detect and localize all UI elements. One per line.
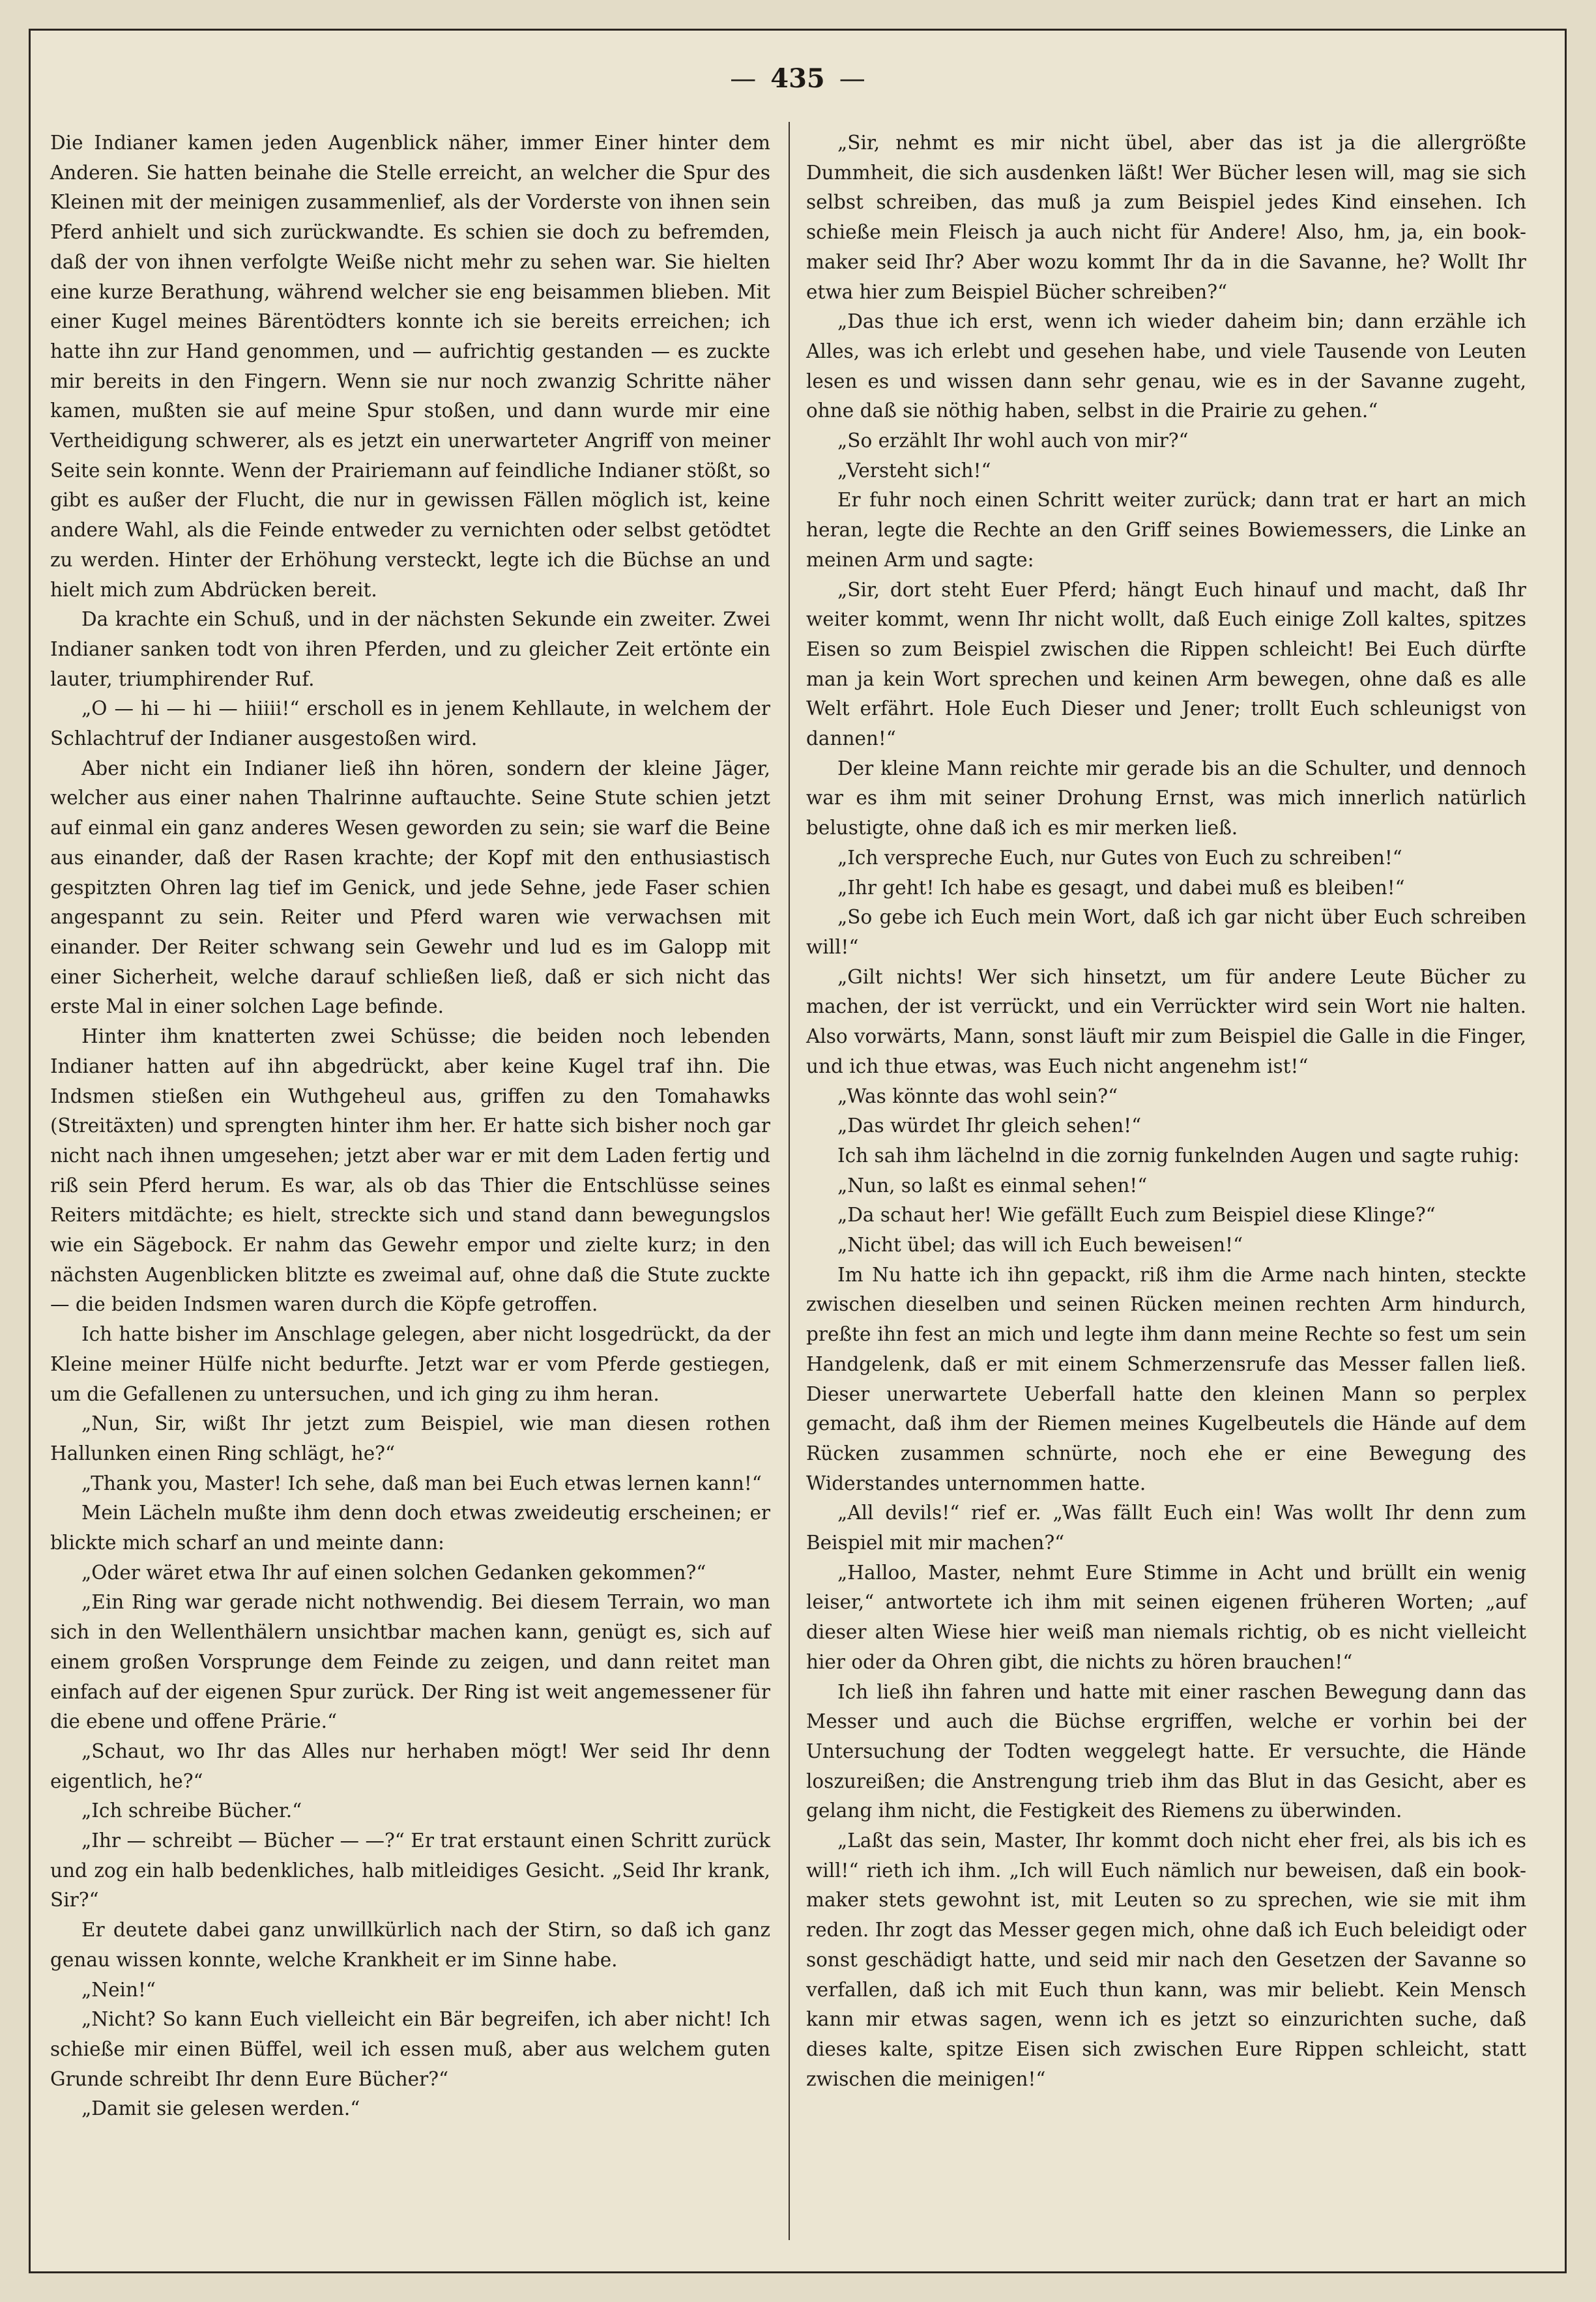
paragraph: Ich ließ ihn fahren und hatte mit einer raschen Bewegung dann das Messer und auch die Büchse ergriffen, welche er vorhin bei der Untersuchung der Todten weggelegt hatte. Er versuchte, die Hände loszureißen; die Anstrengung trieb ihm das Blut in das Gesicht, aber es gelang ihm nicht, die Festigkeit des Riemens zu überwinden.	[806, 1680, 1526, 1822]
paragraph: „Das thue ich erst, wenn ich wieder daheim bin; dann erzähle ich Alles, was ich erlebt und gesehen habe, und viele Tausende von Leuten lesen es und wissen dann sehr genau, wie es in der Savanne zugeht, ohne daß sie nöthig haben, selbst in die Prairie zu gehen.“	[806, 310, 1526, 422]
paragraph: „Das würdet Ihr gleich sehen!“	[837, 1115, 1142, 1137]
paragraph: „All devils!“ rief er. „Was fällt Euch ein! Was wollt Ihr denn zum Beispiel mit mir machen?“	[806, 1502, 1526, 1554]
paragraph: Ich hatte bisher im Anschlage gelegen, aber nicht losgedrückt, da der Kleine meiner Hülfe nicht bedurfte. Jetzt war er vom Pferde gestiegen, um die Gefallenen zu untersuchen, und ich ging zu ihm heran.	[50, 1323, 770, 1405]
header-dash-right: —	[839, 64, 865, 94]
paragraph: „So erzählt Ihr wohl auch von mir?“	[837, 430, 1189, 452]
paragraph: „Nicht übel; das will ich Euch beweisen!“	[837, 1234, 1243, 1257]
header-dash-left: —	[730, 64, 757, 94]
paragraph: Da krachte ein Schuß, und in der nächsten Sekunde ein zweiter. Zwei Indianer sanken todt von ihren Pferden, und zu gleicher Zeit ertönte ein lauter, triumphirender Ruf.	[50, 608, 770, 690]
paragraph: Aber nicht ein Indianer ließ ihn hören, sondern der kleine Jäger, welcher aus einer nahen Thalrinne auftauchte. Seine Stute schien jetzt auf einmal ein ganz anderes Wesen geworden zu sein; sie warf die Beine aus einander, daß der Rasen krachte; der Kopf mit den enthusiastisch gespitzten Ohren lag tief im Genick, und jede Sehne, jede Faser schien angespannt zu sein. Reiter und Pferd waren wie verwachsen mit einander. Der Reiter schwang sein Gewehr und lud es im Galopp mit einer Sicherheit, welche darauf schließen ließ, daß er sich nicht das erste Mal in einer solchen Lage befinde.	[50, 757, 770, 1018]
newspaper-page	[29, 29, 1567, 2273]
paragraph: „Ich schreibe Bücher.“	[81, 1799, 302, 1822]
paragraph: Der kleine Mann reichte mir gerade bis an die Schulter, und dennoch war es ihm mit seiner Drohung Ernst, was mich innerlich natürlich belustigte, ohne daß ich es mir merken ließ.	[806, 757, 1526, 839]
paragraph: „Oder wäret etwa Ihr auf einen solchen Gedanken gekommen?“	[81, 1561, 706, 1584]
paragraph: „So gebe ich Euch mein Wort, daß ich gar nicht über Euch schreiben will!“	[806, 906, 1526, 958]
paragraph: „Ich verspreche Euch, nur Gutes von Euch zu schreiben!“	[837, 846, 1402, 869]
page-header	[31, 63, 1565, 94]
paragraph: Hinter ihm knatterten zwei Schüsse; die beiden noch lebenden Indianer hatten auf ihn abgedrückt, aber keine Kugel traf ihn. Die Indsmen stießen ein Wuthgeheul aus, griffen zu den Tomahawks (Streitäxten) und sprengten hinter ihm her. Er hatte sich bisher noch gar nicht nach ihnen umgesehen; jetzt aber war er mit dem Laden fertig und riß sein Pferd herum. Es war, als ob das Thier die Entschlüsse seines Reiters mitdächte; es hielt, streckte sich und stand dann bewegungslos wie ein Sägebock. Er nahm das Gewehr empor und zielte kurz; in den nächsten Augenblicken blitzte es zweimal auf, ohne daß die Stute zuckte — die beiden Indsmen waren durch die Köpfe getroffen.	[50, 1025, 770, 1316]
paragraph: „Ihr geht! Ich habe es gesagt, und dabei muß es bleiben!“	[837, 876, 1405, 899]
column-divider	[789, 122, 790, 2240]
paragraph: „Ein Ring war gerade nicht nothwendig. Bei diesem Terrain, wo man sich in den Wellenthälern unsichtbar machen kann, genügt es, sich auf einem großen Vorsprunge dem Feinde zu zeigen, und dann reitet man einfach auf der eigenen Spur zurück. Der Ring ist weit angemessener für die ebene und offene Prärie.“	[50, 1591, 770, 1733]
paragraph: „Nein!“	[81, 1978, 156, 2001]
paragraph: „Nun, Sir, wißt Ihr jetzt zum Beispiel, wie man diesen rothen Hallunken einen Ring schlägt, he?“	[50, 1412, 770, 1464]
page-number: 435	[770, 63, 825, 94]
paragraph: „Nicht? So kann Euch vielleicht ein Bär begreifen, ich aber nicht! Ich schieße mir einen Büffel, weil ich essen muß, aber aus welchem guten Grunde schreibt Ihr denn Eure Bücher?“	[50, 2008, 770, 2090]
paragraph: „O — hi — hi — hiiii!“ erscholl es in jenem Kehllaute, in welchem der Schlachtruf der Indianer ausgestoßen wird.	[50, 697, 770, 750]
paragraph: „Sir, nehmt es mir nicht übel, aber das ist ja die allergrößte Dummheit, die sich ausdenken läßt! Wer Bücher lesen will, mag sie sich selbst schreiben, das muß ja zum Beispiel jedes Kind einsehen. Ich schieße mein Fleisch ja auch nicht für Andere! Also, hm, ja, ein book-maker seid Ihr? Aber wozu kommt Ihr da in die Savanne, he? Wollt Ihr etwa hier zum Beispiel Bücher schreiben?“	[806, 132, 1526, 303]
paragraph: „Laßt das sein, Master, Ihr kommt doch nicht eher frei, als bis ich es will!“ rieth ich ihm. „Ich will Euch nämlich nur beweisen, daß ein book-maker stets gewohnt ist, mit Leuten so zu sprechen, wie sie mit ihm reden. Ihr zogt das Messer gegen mich, ohne daß ich Euch beleidigt oder sonst geschädigt hatte, und seid mir nach den Gesetzen der Savanne so verfallen, daß ich mit Euch thun kann, was mir beliebt. Kein Mensch kann mir etwas sagen, wenn ich es jetzt so einzurichten suche, daß dieses kalte, spitze Eisen sich zwischen Eure Rippen schleicht, statt zwischen die meinigen!“	[806, 1829, 1526, 2090]
paragraph: Er fuhr noch einen Schritt weiter zurück; dann trat er hart an mich heran, legte die Rechte an den Griff seines Bowiemessers, die Linke an meinen Arm und sagte:	[806, 489, 1526, 571]
right-column	[806, 128, 1526, 2094]
paragraph: „Versteht sich!“	[837, 459, 991, 482]
paragraph: „Nun, so laßt es einmal sehen!“	[837, 1174, 1148, 1197]
paragraph: „Sir, dort steht Euer Pferd; hängt Euch hinauf und macht, daß Ihr weiter kommt, wenn Ihr nicht wollt, daß Euch einige Zoll kaltes, spitzes Eisen so zum Beispiel zwischen die Rippen schleicht! Bei Euch dürfte man ja kein Wort sprechen und keinen Arm bewegen, ohne daß es alle Welt erfährt. Hole Euch Dieser und Jener; trollt Euch schleunigst von dannen!“	[806, 578, 1526, 750]
paragraph: Die Indianer kamen jeden Augenblick näher, immer Einer hinter dem Anderen. Sie hatten beinahe die Stelle erreicht, an welcher die Spur des Kleinen mit der meinigen zusammenlief, als der Vorderste von ihnen sein Pferd anhielt und sich zurückwandte. Es schien sie doch zu befremden, daß der von ihnen verfolgte Weiße nicht mehr zu sehen war. Sie hielten eine kurze Berathung, während welcher sie eng beisammen blieben. Mit einer Kugel meines Bärentödters konnte ich sie bereits erreichen; ich hatte ihn zur Hand genommen, und — aufrichtig gestanden — es zuckte mir bereits in den Fingern. Wenn sie nur noch zwanzig Schritte näher kamen, mußten sie auf meine Spur stoßen, und dann wurde mir eine Vertheidigung schwerer, als es jetzt ein unerwarteter Angriff von meiner Seite sein konnte. Wenn der Prairiemann auf feindliche Indianer stößt, so gibt es außer der Flucht, die nur in gewissen Fällen möglich ist, keine andere Wahl, als die Feinde entweder zu vernichten oder selbst getödtet zu werden. Hinter der Erhöhung versteckt, legte ich die Büchse an und hielt mich zum Abdrücken bereit.	[50, 132, 770, 601]
paragraph: „Thank you, Master! Ich sehe, daß man bei Euch etwas lernen kann!“	[81, 1472, 762, 1494]
paragraph: „Ihr — schreibt — Bücher — —?“ Er trat erstaunt einen Schritt zurück und zog ein halb bedenkliches, halb mitleidiges Gesicht. „Seid Ihr krank, Sir?“	[50, 1829, 770, 1912]
paragraph: „Was könnte das wohl sein?“	[837, 1085, 1118, 1107]
paragraph: „Damit sie gelesen werden.“	[81, 2097, 360, 2120]
paragraph: Im Nu hatte ich ihn gepackt, riß ihm die Arme nach hinten, steckte zwischen dieselben und seinen Rücken meinen rechten Arm hindurch, preßte ihn fest an mich und legte ihm dann meine Rechte so fest um sein Handgelenk, daß er mit einem Schmerzensrufe das Messer fallen ließ. Dieser unerwartete Ueberfall hatte den kleinen Mann so perplex gemacht, daß ihm der Riemen meines Kugelbeutels die Hände auf dem Rücken zusammen schnürte, noch ehe er eine Bewegung des Widerstandes unternommen hatte.	[806, 1263, 1526, 1494]
paragraph: „Gilt nichts! Wer sich hinsetzt, um für andere Leute Bücher zu machen, der ist verrückt, und ein Verrückter wird sein Wort nie halten. Also vorwärts, Mann, sonst läuft mir zum Beispiel die Galle in die Finger, und ich thue etwas, was Euch nicht angenehm ist!“	[806, 965, 1526, 1077]
paragraph: „Da schaut her! Wie gefällt Euch zum Beispiel diese Klinge?“	[837, 1204, 1436, 1227]
left-column	[50, 128, 770, 2124]
paragraph: „Schaut, wo Ihr das Alles nur herhaben mögt! Wer seid Ihr denn eigentlich, he?“	[50, 1740, 770, 1792]
paragraph: Ich sah ihm lächelnd in die zornig funkelnden Augen und sagte ruhig:	[837, 1144, 1520, 1167]
paragraph: Mein Lächeln mußte ihm denn doch etwas zweideutig erscheinen; er blickte mich scharf an und meinte dann:	[50, 1502, 770, 1554]
paragraph: Er deutete dabei ganz unwillkürlich nach der Stirn, so daß ich ganz genau wissen konnte, welche Krankheit er im Sinne habe.	[50, 1919, 770, 1971]
paragraph: „Halloo, Master, nehmt Eure Stimme in Acht und brüllt ein wenig leiser,“ antwortete ich ihm mit seinen eigenen früheren Worten; „auf dieser alten Wiese hier weiß man niemals richtig, ob es nicht vielleicht hier oder da Ohren gibt, die nichts zu hören brauchen!“	[806, 1561, 1526, 1673]
